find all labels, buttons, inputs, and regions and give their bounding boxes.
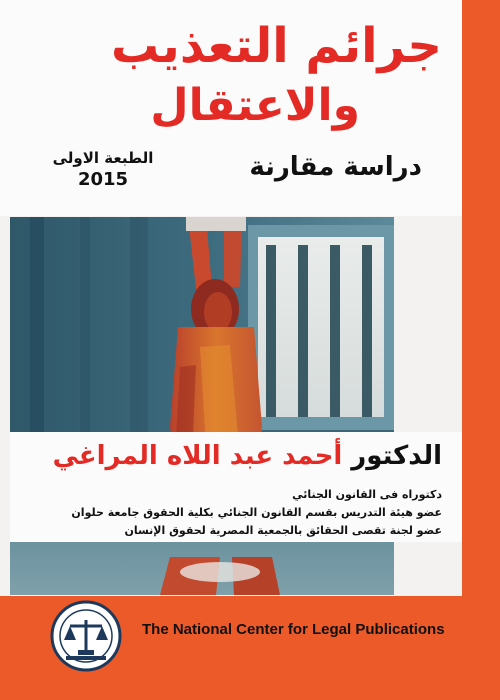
author-line (2, 438, 442, 474)
edition-label: الطبعة الاولى (52, 149, 154, 167)
book-title-line1: جرائم التعذيب (110, 18, 442, 74)
book-title-line2: والاعتقال (150, 80, 360, 131)
author-credential-2: عضو هيئة التدريس بقسم القانون الجنائي بكلية الحقوق جامعة حلوان (71, 506, 442, 519)
author-credential-1: دكتوراه فى القانون الجنائي (292, 488, 442, 501)
author-title: الدكتور (351, 441, 442, 471)
edition-block (28, 148, 178, 192)
orange-right-band (462, 0, 500, 700)
author-name: أحمد عبد اللاه المراغي (52, 441, 343, 471)
author-credential-3: عضو لجنة تقصى الحقائق بالجمعية المصرية لحقوق الإنسان (124, 524, 442, 537)
book-subtitle: دراسة مقارنة (249, 152, 422, 182)
publisher-name: The National Center for Legal Publications (142, 621, 445, 638)
edition-year: 2015 (77, 169, 129, 190)
scales-of-justice-icon (46, 596, 126, 676)
